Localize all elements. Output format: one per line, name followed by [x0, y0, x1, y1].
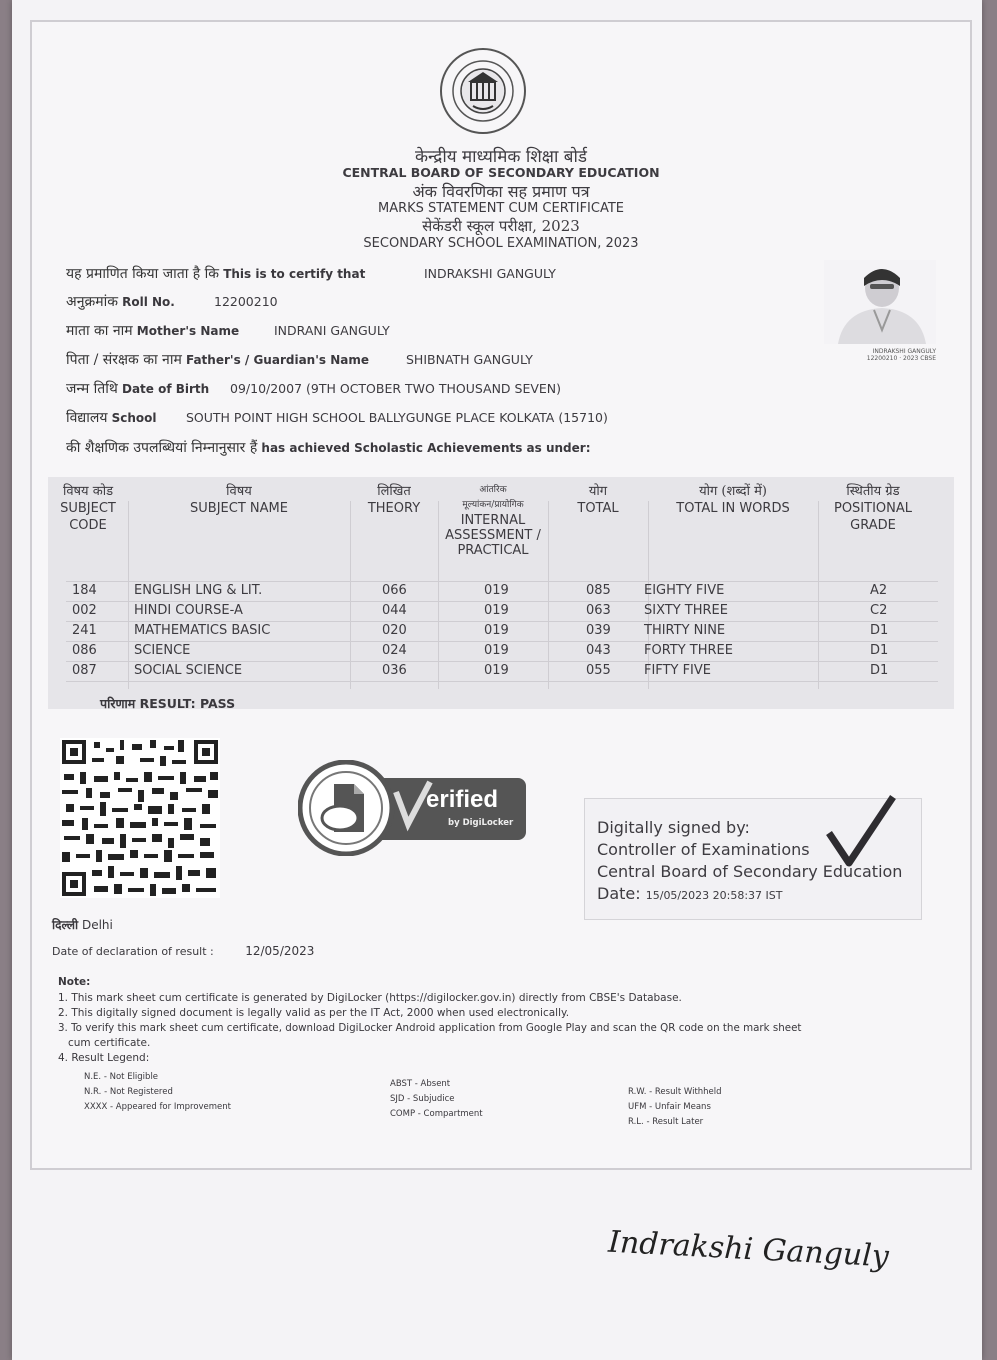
marks-table: विषय कोड SUBJECT CODE विषय SUBJECT NAME लिखित THEORY आंतरिक मूल्यांकन/प्रायोगिक INTERNAL ASSESSMENT / PRACTICAL योग TOTAL योग (शब्दों में) TOTAL IN WORDS स्थितीय ग्रेड POSITIONAL GRADE 184 ENGLISH LNG & LIT. 066 019 085 EIGHTY FIVE A2 002 HINDI COURSE-A 044 019 063 SIXTY THREE C2 241 MATHEMATICS BASIC 020 019 039 THIRTY NINE D1 086 SCIENCE 024 019 043 FORTY THREE D1 087 SOCIAL SCIENCE 036 019 055 FIFTY FIVE D1 परिणाम RESULT: PASS — [48, 477, 954, 709]
doc-title-english: MARKS STATEMENT CUM CERTIFICATE — [377, 201, 625, 216]
sign-line-2: Controller of Examinations — [597, 840, 810, 859]
board-name-english: CENTRAL BOARD OF SECONDARY EDUCATION — [342, 165, 660, 180]
sign-line-1: Digitally signed by: — [597, 818, 750, 837]
certificate-sheet — [12, 0, 982, 1360]
declaration-date: Date of declaration of result : 12/05/2023 — [52, 944, 315, 958]
dob-line: जन्म तिथि Date of Birth 09/10/2007 (9TH OCTOBER TWO THOUSAND SEVEN) — [66, 381, 562, 397]
board-name-hindi: केन्द्रीय माध्यमिक शिक्षा बोर्ड — [414, 147, 588, 167]
legend-sjd: SJD - Subjudice — [390, 1094, 455, 1104]
legend-comp: COMP - Compartment — [390, 1109, 483, 1119]
note-4: 4. Result Legend: — [58, 1052, 150, 1064]
certificate-frame — [30, 20, 972, 1170]
certify-line: यह प्रमाणित किया जाता है कि This is to certify that INDRAKSHI GANGULY — [66, 266, 556, 282]
checkmark-icon — [825, 793, 897, 867]
student-photo-icon — [824, 260, 936, 344]
digital-signature-box — [584, 798, 922, 920]
date-of-birth: 09/10/2007 (9TH OCTOBER TWO THOUSAND SEVEN) — [230, 381, 562, 396]
legend-ne: N.E. - Not Eligible — [84, 1072, 159, 1082]
photo-caption: INDRAKSHI GANGULY — [872, 348, 936, 355]
verified-by-text: by DigiLocker — [448, 818, 514, 828]
exam-title-hindi: सेकेंडरी स्कूल परीक्षा, 2023 — [422, 217, 580, 235]
student-photo — [824, 260, 936, 360]
note-2: 2. This digitally signed document is legally valid as per the IT Act, 2000 when used electronically. — [58, 1007, 570, 1019]
note-1: 1. This mark sheet cum certificate is generated by DigiLocker (https://digilocker.gov.in) directly from CBSE's Database. — [58, 992, 682, 1004]
header-total: योग TOTAL — [577, 484, 619, 516]
legend-ufm: UFM - Unfair Means — [628, 1102, 711, 1112]
legend-xxxx: XXXX - Appeared for Improvement — [84, 1102, 232, 1112]
handwritten-signature: Indrakshi Ganguly — [607, 1224, 890, 1275]
legend-rw: R.W. - Result Withheld — [628, 1087, 722, 1097]
header-subject-code: विषय कोड SUBJECT CODE — [60, 484, 116, 533]
roll-line: अनुक्रमांक Roll No. 12200210 — [66, 294, 278, 310]
note-3-cont: cum certificate. — [68, 1037, 151, 1049]
legend-nr: N.R. - Not Registered — [84, 1087, 173, 1097]
sign-date-label: Date: — [597, 884, 641, 903]
verified-badge — [298, 760, 530, 856]
student-name: INDRAKSHI GANGULY — [424, 266, 556, 281]
legend-rl: R.L. - Result Later — [628, 1117, 704, 1127]
notes-title: Note: — [58, 976, 91, 988]
verified-text: erified — [426, 786, 499, 813]
place: दिल्ली Delhi — [52, 918, 113, 932]
result-status: परिणाम RESULT: PASS — [100, 696, 236, 711]
qr-code-icon — [60, 738, 220, 898]
school-name: SOUTH POINT HIGH SCHOOL BALLYGUNGE PLACE KOLKATA (15710) — [186, 410, 608, 425]
cbse-emblem-icon — [438, 44, 528, 138]
header-total-in-words: योग (शब्दों में) TOTAL IN WORDS — [676, 484, 790, 516]
doc-title-hindi: अंक विवरणिका सह प्रमाण पत्र — [412, 182, 590, 201]
sign-line-3: Central Board of Secondary Education — [597, 862, 903, 881]
mother-name: INDRANI GANGULY — [274, 323, 390, 338]
achievement-line: की शैक्षणिक उपलब्धियां निम्नानुसार हैं has achieved Scholastic Achievements as under: — [66, 440, 591, 456]
header-positional-grade: स्थितीय ग्रेड POSITIONAL GRADE — [833, 484, 913, 533]
roll-number: 12200210 — [214, 294, 278, 309]
header-internal-assessment: आंतरिक मूल्यांकन/प्रायोगिक INTERNAL ASSESSMENT / PRACTICAL — [445, 485, 541, 558]
header-theory: लिखित THEORY — [367, 484, 421, 516]
header-subject-name: विषय SUBJECT NAME — [190, 484, 288, 516]
exam-title-english: SECONDARY SCHOOL EXAMINATION, 2023 — [363, 236, 639, 251]
father-line: पिता / संरक्षक का नाम Father's / Guardian's Name SHIBNATH GANGULY — [66, 352, 533, 368]
note-3: 3. To verify this mark sheet cum certificate, download DigiLocker Android application from Google Play and scan the QR code on the mark sheet — [58, 1022, 802, 1034]
school-line: विद्यालय School SOUTH POINT HIGH SCHOOL BALLYGUNGE PLACE KOLKATA (15710) — [66, 410, 608, 426]
sign-date-value: 15/05/2023 20:58:37 IST — [645, 889, 783, 902]
father-name: SHIBNATH GANGULY — [406, 352, 533, 367]
legend-abst: ABST - Absent — [390, 1079, 451, 1089]
photo-caption-2: 12200210 · 2023 CBSE — [866, 355, 936, 362]
mother-line: माता का नाम Mother's Name INDRANI GANGULY — [66, 323, 390, 339]
